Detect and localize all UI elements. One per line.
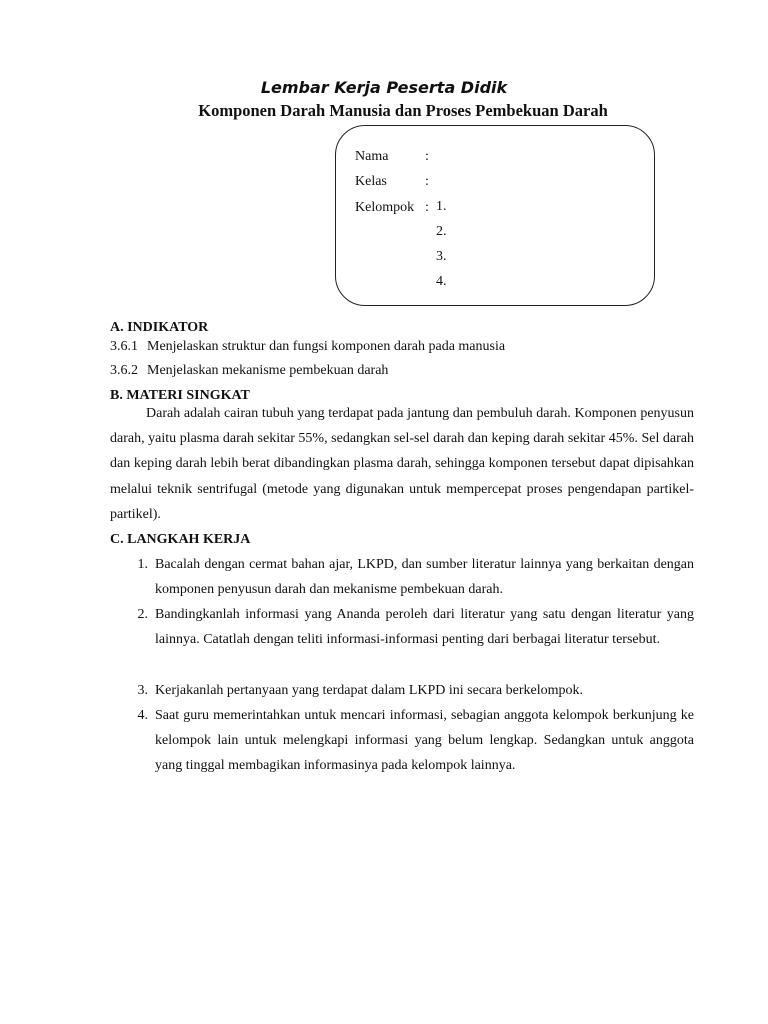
indicator-code: 3.6.2 <box>110 363 138 378</box>
section-a-heading: A. INDIKATOR <box>110 320 209 335</box>
kelas-row <box>355 173 437 191</box>
kelompok-number-2: 2. <box>436 224 447 239</box>
section-c-heading: C. LANGKAH KERJA <box>110 532 251 547</box>
nama-label: Nama <box>355 149 389 164</box>
indicator-code: 3.6.1 <box>110 339 138 354</box>
kelompok-label: Kelompok <box>355 200 415 215</box>
indicator-text: Menjelaskan mekanisme pembekuan darah <box>147 363 389 378</box>
kelompok-number-3: 3. <box>436 249 447 264</box>
step-text: Saat guru memerintahkan untuk mencari informasi, sebagian anggota kelompok berkunjung ke kelompok lain untuk melengkapi informasi yang belum lengkap. Sedangkan untuk anggota yang tinggal membagikan informasinya pada kelompok lainnya. <box>155 708 694 774</box>
student-identity-box <box>335 125 655 306</box>
worksheet-title: Lembar Kerja Peserta Didik <box>260 78 508 97</box>
kelompok-colon: : <box>425 200 429 215</box>
step-item <box>110 678 694 703</box>
kelompok-row <box>355 199 437 217</box>
kelompok-number-4: 4. <box>436 274 447 289</box>
step-number: 4. <box>137 708 148 723</box>
step-item <box>110 552 694 602</box>
step-text: Bandingkanlah informasi yang Ananda peroleh dari literatur yang satu dengan literatur yang lainnya. Catatlah dengan teliti informasi-informasi penting dari berbagai literatur tersebut. <box>155 607 694 648</box>
indicator-item <box>110 339 505 355</box>
step-number: 3. <box>137 683 148 698</box>
step-text: Kerjakanlah pertanyaan yang terdapat dalam LKPD ini secara berkelompok. <box>155 683 583 698</box>
step-number: 2. <box>137 607 148 622</box>
kelas-label: Kelas <box>355 174 387 189</box>
step-number: 1. <box>137 557 148 572</box>
step-item <box>110 703 694 779</box>
step-item <box>110 602 694 652</box>
section-b-heading: B. MATERI SINGKAT <box>110 388 250 403</box>
nama-row <box>355 148 437 166</box>
step-text: Bacalah dengan cermat bahan ajar, LKPD, dan sumber literatur lainnya yang berkaitan dengan komponen penyusun darah dan mekanisme pembekuan darah. <box>155 557 694 598</box>
nama-colon: : <box>425 149 429 164</box>
kelas-colon: : <box>425 174 429 189</box>
indicator-item <box>110 363 388 379</box>
worksheet-subtitle: Komponen Darah Manusia dan Proses Pembekuan Darah <box>198 101 608 120</box>
kelompok-number-1: 1. <box>436 199 447 214</box>
indicator-text: Menjelaskan struktur dan fungsi komponen darah pada manusia <box>147 339 506 354</box>
materi-paragraph: Darah adalah cairan tubuh yang terdapat pada jantung dan pembuluh darah. Komponen penyusun darah, yaitu plasma darah sekitar 55%, sedangkan sel-sel darah dan keping darah sekitar 45%. Sel darah dan keping darah lebih berat dibandingkan plasma darah, sehingga komponen tersebut dapat dipisahkan melalui teknik sentrifugal (metode yang digunakan untuk mempercepat proses pengendapan partikel-partikel). <box>110 406 694 522</box>
